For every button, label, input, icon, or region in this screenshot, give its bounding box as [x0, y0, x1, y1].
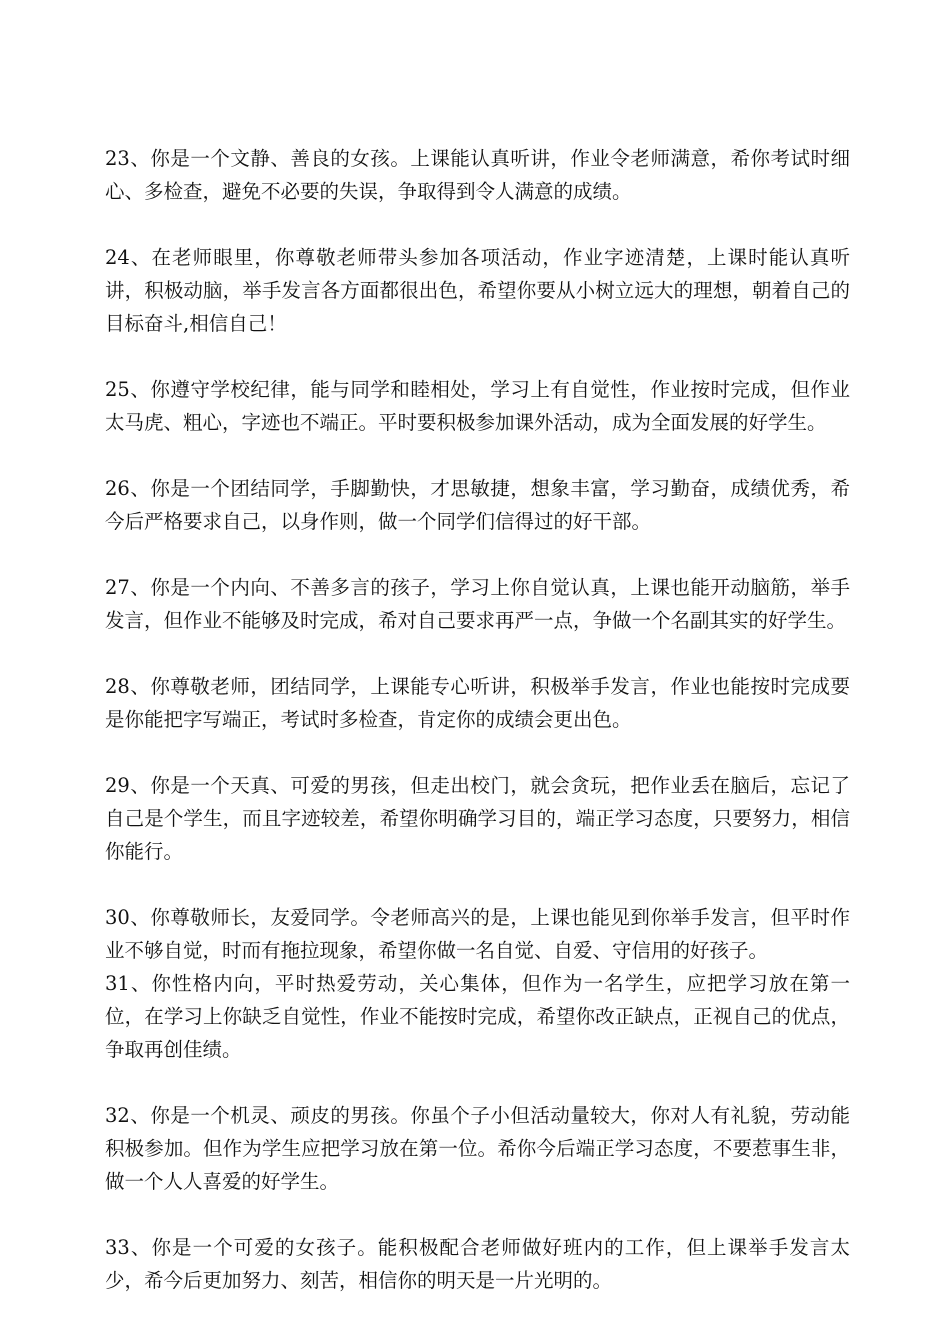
paragraph-23: 23、你是一个文静、善良的女孩。上课能认真听讲，作业令老师满意，希你考试时细心、多检查，避免不必要的失误，争取得到令人满意的成绩。	[105, 147, 850, 203]
paragraph-25: 25、你遵守学校纪律，能与同学和睦相处，学习上有自觉性，作业按时完成，但作业太马虎、粗心，字迹也不端正。平时要积极参加课外活动，成为全面发展的好学生。	[105, 378, 850, 434]
document-body	[105, 142, 850, 1330]
paragraph-28: 28、你尊敬老师，团结同学，上课能专心听讲，积极举手发言，作业也能按时完成要是你能把字写端正，考试时多检查，肯定你的成绩会更出色。	[105, 675, 850, 731]
paragraph-26: 26、你是一个团结同学，手脚勤快，才思敏捷，想象丰富，学习勤奋，成绩优秀，希今后严格要求自己，以身作则，做一个同学们信得过的好干部。	[105, 477, 850, 533]
paragraph-33: 33、你是一个可爱的女孩子。能积极配合老师做好班内的工作，但上课举手发言太少，希今后更加努力、刻苦，相信你的明天是一片光明的。	[105, 1236, 850, 1292]
paragraph-32: 32、你是一个机灵、顽皮的男孩。你虽个子小但活动量较大，你对人有礼貌，劳动能积极参加。但作为学生应把学习放在第一位。希你今后端正学习态度，不要惹事生非，做一个人人喜爱的好学生。	[105, 1104, 850, 1193]
paragraph-27: 27、你是一个内向、不善多言的孩子，学习上你自觉认真，上课也能开动脑筋，举手发言，但作业不能够及时完成，希对自己要求再严一点，争做一个名副其实的好学生。	[105, 576, 850, 632]
paragraph-30: 30、你尊敬师长，友爱同学。令老师高兴的是，上课也能见到你举手发言，但平时作业不够自觉，时而有拖拉现象，希望你做一名自觉、自爱、守信用的好孩子。	[105, 906, 850, 962]
paragraph-29: 29、你是一个天真、可爱的男孩，但走出校门，就会贪玩，把作业丢在脑后，忘记了自己是个学生，而且字迹较差，希望你明确学习目的，端正学习态度，只要努力，相信你能行。	[105, 774, 850, 863]
paragraph-31: 31、你性格内向，平时热爱劳动，关心集体，但作为一名学生，应把学习放在第一位，在学习上你缺乏自觉性，作业不能按时完成，希望你改正缺点，正视自己的优点，争取再创佳绩。	[105, 972, 850, 1061]
paragraph-24: 24、在老师眼里，你尊敬老师带头参加各项活动，作业字迹清楚，上课时能认真听讲，积极动脑，举手发言各方面都很出色，希望你要从小树立远大的理想，朝着自己的目标奋斗,相信自己！	[105, 246, 850, 335]
